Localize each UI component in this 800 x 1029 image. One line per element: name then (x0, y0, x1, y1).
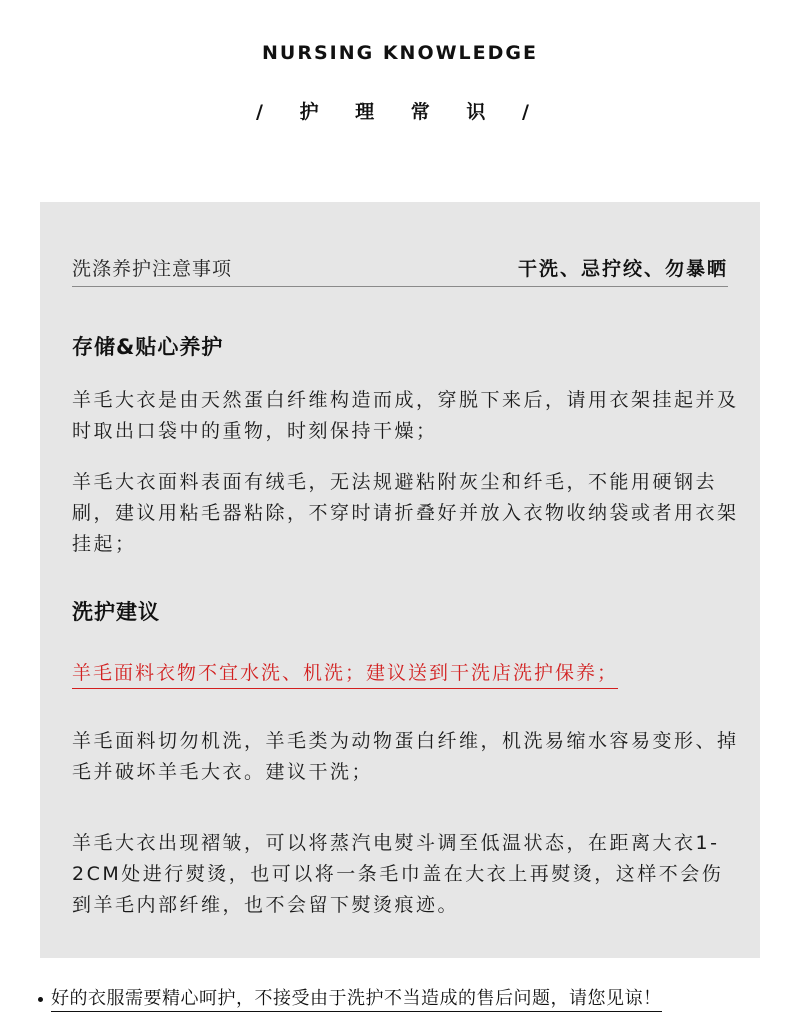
notice-value: 干洗、忌拧绞、勿暴晒 (517, 258, 728, 280)
washing-warning: 羊毛面料衣物不宜水洗、机洗；建议送到干洗店洗护保养； (72, 658, 618, 689)
storage-section-title: 存储&贴心养护 (72, 335, 224, 359)
notice-row (72, 250, 728, 287)
washing-section-title: 洗护建议 (72, 600, 160, 624)
washing-paragraph-1: 羊毛面料切勿机洗，羊毛类为动物蛋白纤维，机洗易缩水容易变形、掉毛并破坏羊毛大衣。建议干洗； (72, 730, 739, 783)
footer-note (38, 984, 662, 1010)
page-title-cn: / 护 理 常 识 / (256, 101, 544, 123)
care-panel (40, 202, 760, 958)
storage-paragraph-1: 羊毛大衣是由天然蛋白纤维构造而成，穿脱下来后，请用衣架挂起并及时取出口袋中的重物，时刻保持干燥； (72, 389, 739, 442)
page-title-en: NURSING KNOWLEDGE (262, 42, 538, 64)
storage-paragraph-2: 羊毛大衣面料表面有绒毛，无法规避粘附灰尘和纤毛，不能用硬钢去刷，建议用粘毛器粘除，不穿时请折叠好并放入衣物收纳袋或者用衣架挂起； (72, 471, 739, 555)
footer-text: 好的衣服需要精心呵护，不接受由于洗护不当造成的售后问题，请您见谅！ (51, 988, 662, 1012)
washing-paragraph-2: 羊毛大衣出现褶皱，可以将蒸汽电熨斗调至低温状态，在距离大衣1-2CM处进行熨烫，也可以将一条毛巾盖在大衣上再熨烫，这样不会伤到羊毛内部纤维，也不会留下熨烫痕迹。 (72, 832, 724, 916)
bullet-icon (38, 997, 43, 1002)
notice-label: 洗涤养护注意事项 (72, 258, 233, 280)
